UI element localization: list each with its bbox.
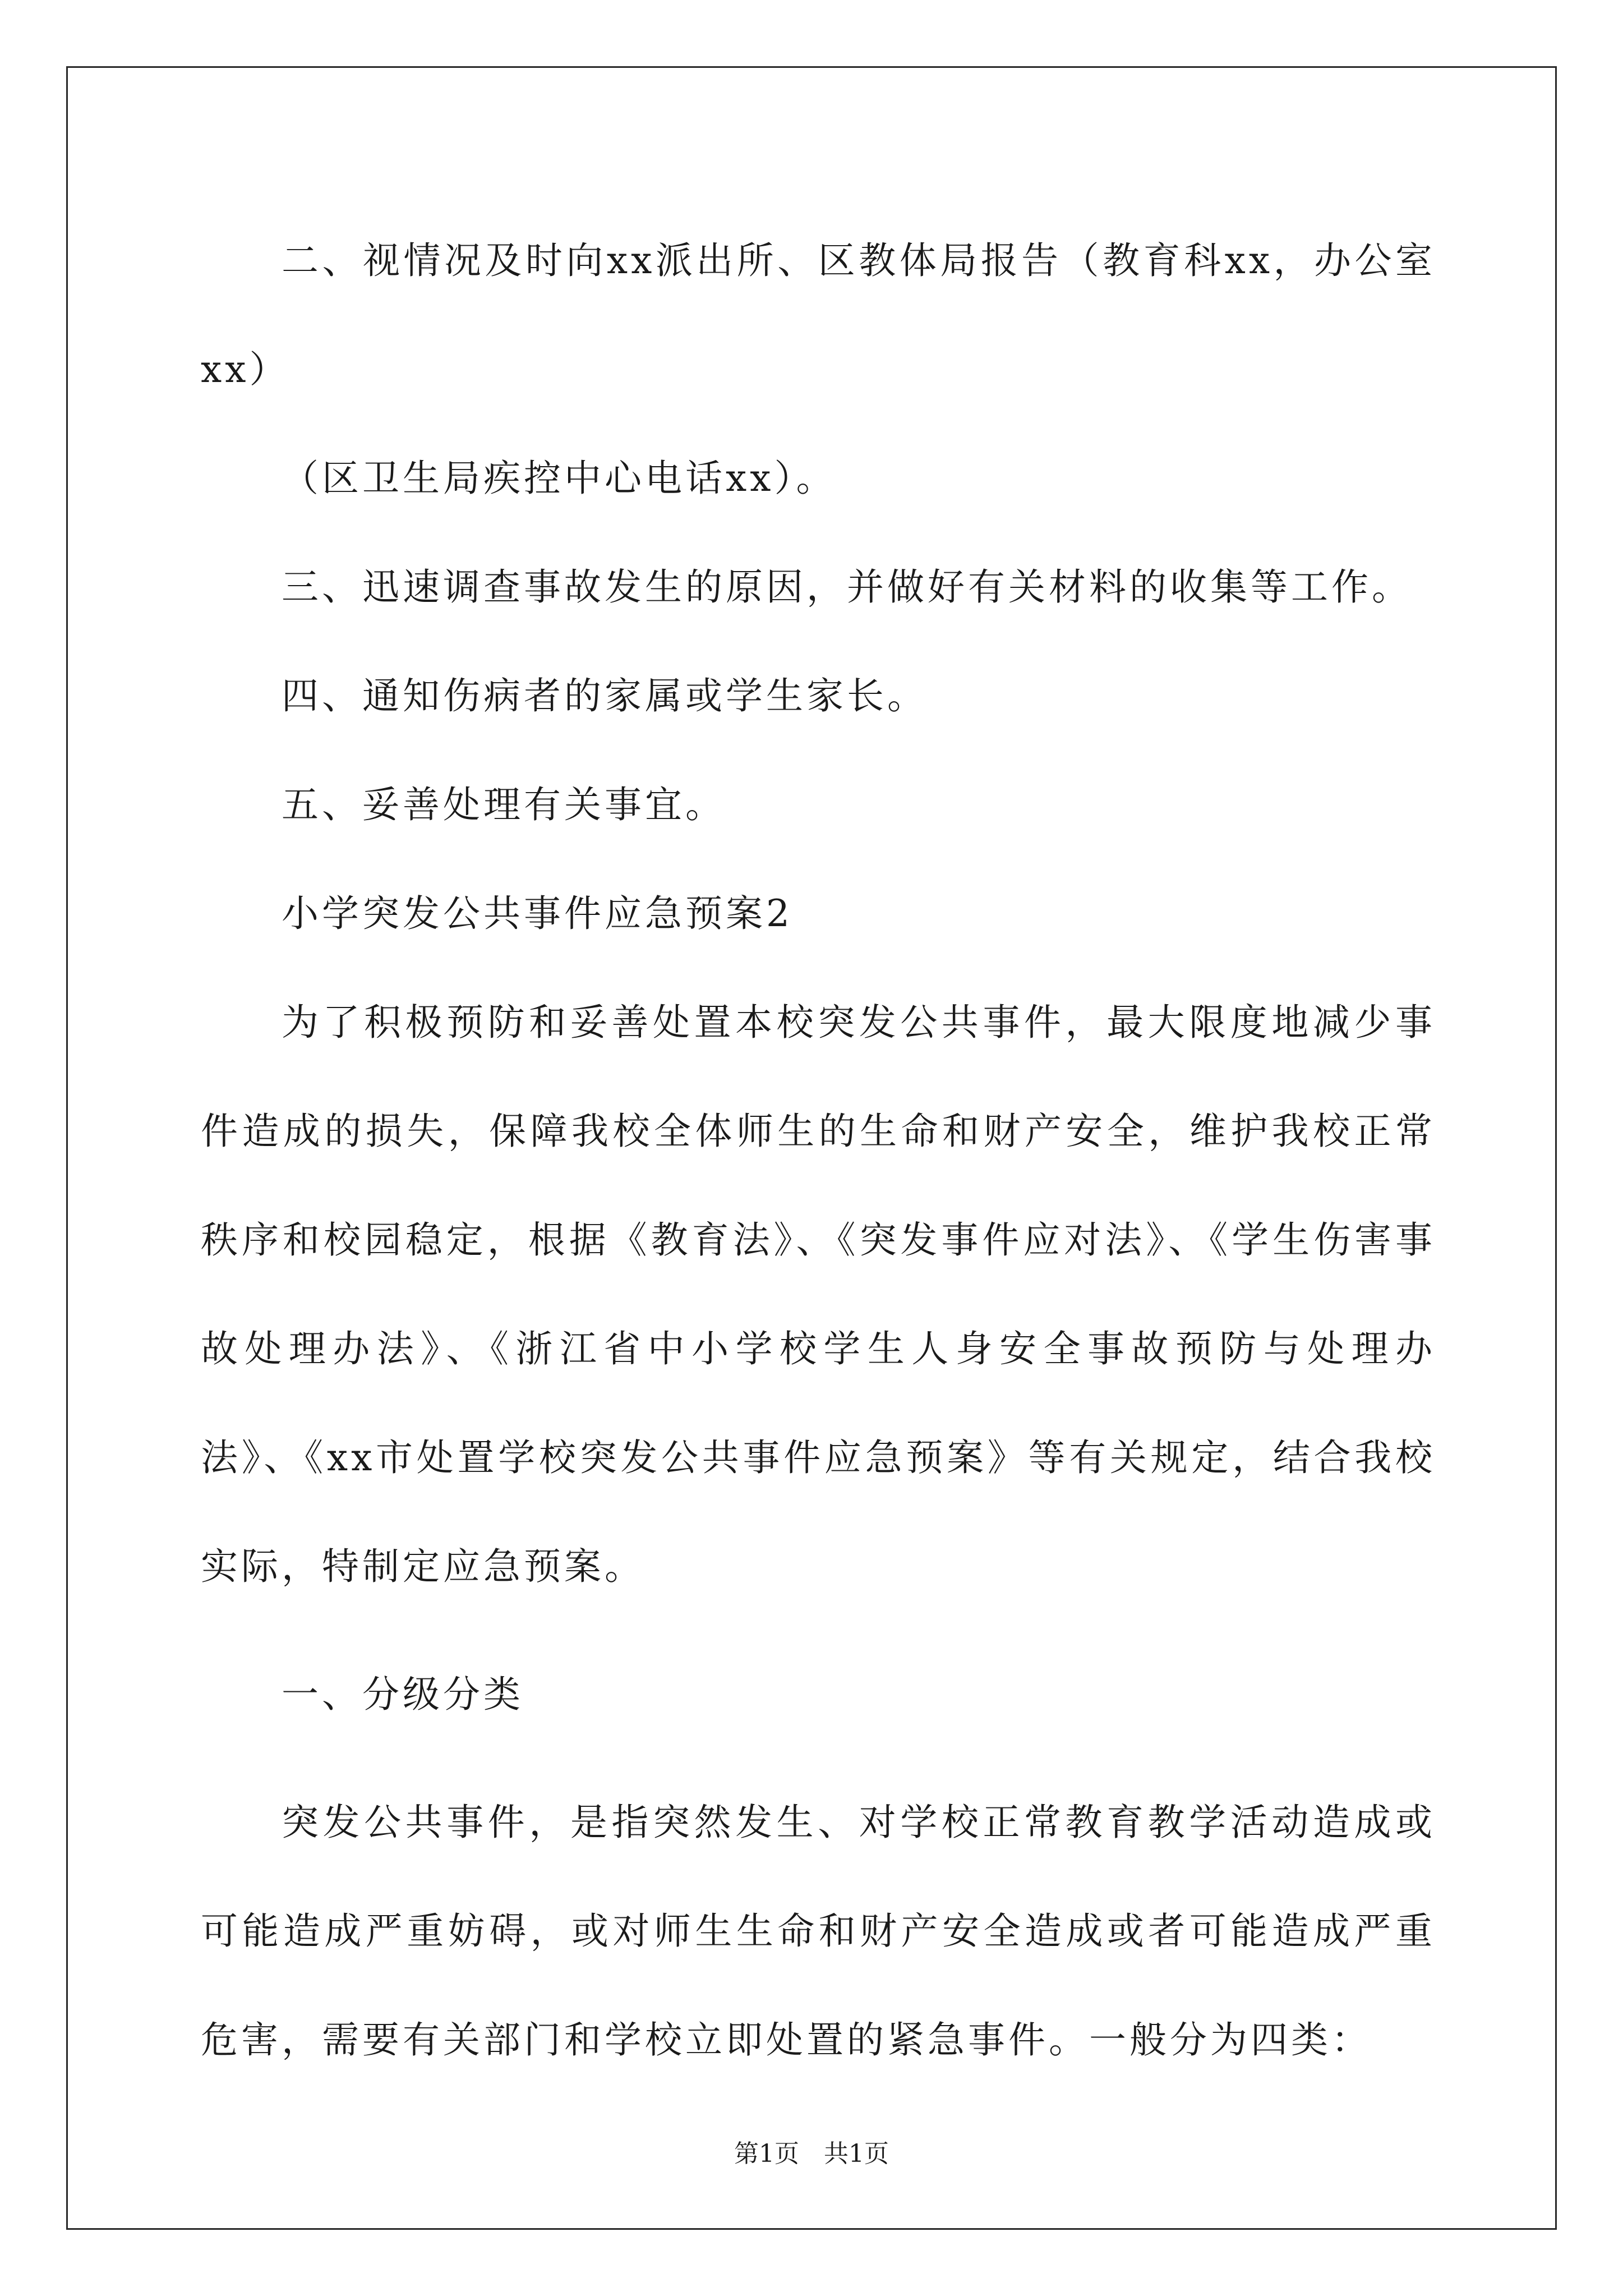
paragraph-definition: 突发公共事件，是指突然发生、对学校正常教育教学活动造成或可能造成严重妨碍，或对师生生命和财产安全造成或者可能造成严重危害，需要有关部门和学校立即处置的紧急事件。一般分为四类：: [201, 1801, 1436, 2062]
paragraph-report-step: 二、视情况及时向xx派出所、区教体局报告（教育科xx，办公室xx）: [201, 239, 1436, 391]
paragraph-handle-step: 五、妥善处理有关事宜。: [282, 783, 726, 826]
paragraph-cdc-phone: （区卫生局疾控中心电话xx）。: [282, 457, 837, 500]
section-title-plan-2: 小学突发公共事件应急预案2: [282, 892, 793, 935]
page-total: 共1页: [824, 2139, 889, 2168]
document-body: [201, 206, 1436, 2095]
heading-classification: 一、分级分类: [282, 1673, 524, 1716]
paragraph-notify-step: 四、通知伤病者的家属或学生家长。: [282, 674, 928, 717]
page-footer: [0, 2137, 1623, 2171]
page-number: 第1页: [734, 2139, 799, 2168]
paragraph-investigate-step: 三、迅速调查事故发生的原因，并做好有关材料的收集等工作。: [282, 565, 1412, 609]
paragraph-purpose: 为了积极预防和妥善处置本校突发公共事件，最大限度地减少事件造成的损失，保障我校全体师生的生命和财产安全，维护我校正常秩序和校园稳定，根据《教育法》、《突发事件应对法》、《学生伤害事故处理办法》、《浙江省中小学校学生人身安全事故预防与处理办法》、《xx市处置学校突发公共事件应急预案》等有关规定，结合我校实际，特制定应急预案。: [201, 1001, 1436, 1588]
